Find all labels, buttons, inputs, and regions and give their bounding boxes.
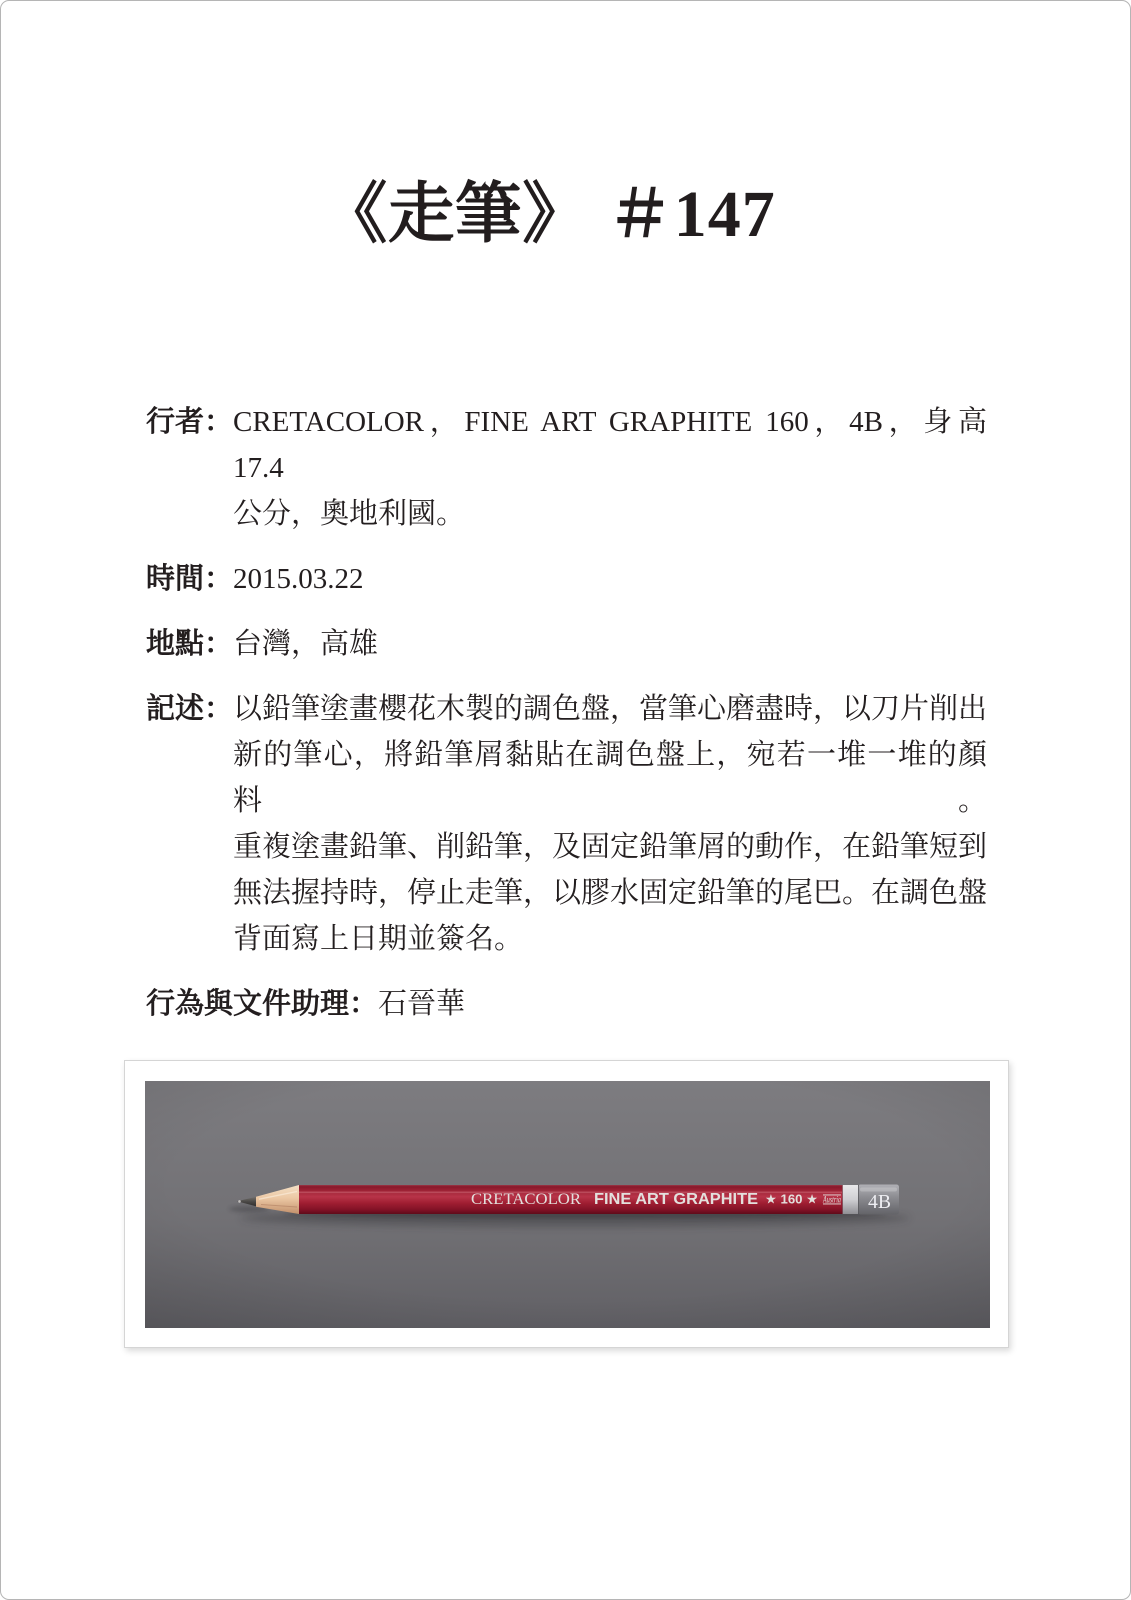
field-time-value: 2015.03.22 bbox=[233, 563, 364, 595]
pencil bbox=[237, 1185, 899, 1215]
field-description-line: 新的筆心，將鉛筆屑黏貼在調色盤上，宛若一堆一堆的顏料。 bbox=[233, 739, 987, 817]
field-place-label: 地點： bbox=[146, 628, 234, 660]
field-description bbox=[146, 686, 987, 962]
pencil-photo-card bbox=[124, 1060, 1009, 1348]
pencil-silver-band bbox=[842, 1185, 858, 1214]
field-walker-label: 行者： bbox=[146, 406, 234, 438]
pencil-graphic bbox=[145, 1081, 990, 1328]
pencil-number-text: ★ 160 ★ bbox=[765, 1191, 818, 1207]
field-description-line: 重複塗畫鉛筆、削鉛筆，及固定鉛筆屑的動作，在鉛筆短到 bbox=[233, 831, 988, 863]
field-description-line: 以鉛筆塗畫櫻花木製的調色盤，當筆心磨盡時，以刀片削出 bbox=[233, 693, 988, 725]
pencil-photo bbox=[145, 1081, 990, 1328]
field-assistant-label: 行為與文件助理： bbox=[146, 988, 379, 1020]
field-time bbox=[146, 556, 987, 602]
field-place-value: 台灣，高雄 bbox=[233, 628, 379, 660]
pencil-imprint bbox=[471, 1191, 841, 1208]
field-walker-line: 公分，奧地利國。 bbox=[233, 498, 466, 530]
pencil-origin-text: Austria bbox=[822, 1194, 842, 1205]
field-walker bbox=[146, 399, 987, 537]
pencil-series-text: FINE ART GRAPHITE bbox=[594, 1191, 758, 1208]
field-place bbox=[146, 621, 987, 667]
field-description-label: 記述： bbox=[146, 693, 234, 725]
field-assistant bbox=[146, 981, 987, 1027]
field-assistant-value: 石晉華 bbox=[378, 988, 466, 1020]
field-walker-line: CRETACOLOR，FINE ART GRAPHITE 160，4B，身高 17.4 bbox=[233, 406, 987, 484]
field-description-line: 無法握持時，停止走筆，以膠水固定鉛筆的尾巴。在調色盤 bbox=[233, 877, 988, 909]
document-body bbox=[146, 399, 987, 1046]
field-time-label: 時間： bbox=[146, 563, 234, 595]
pencil-brand-text: CRETACOLOR bbox=[471, 1191, 582, 1208]
field-description-line: 背面寫上日期並簽名。 bbox=[233, 923, 524, 955]
pencil-grade-text: 4B bbox=[868, 1191, 891, 1213]
page-title: 《走筆》 ＃147 bbox=[321, 178, 776, 251]
